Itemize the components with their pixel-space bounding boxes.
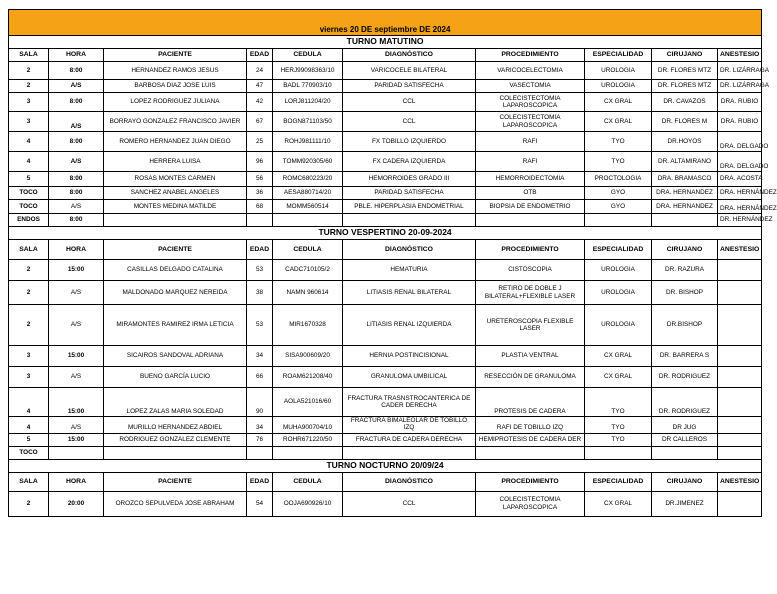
table-row bbox=[9, 200, 762, 214]
cell-especialidad: CX GRAL bbox=[585, 367, 652, 388]
table-row bbox=[9, 417, 762, 434]
cell-cirujano: DR. RODRIGUEZ bbox=[652, 367, 718, 388]
cell-sala: 3 bbox=[9, 367, 49, 388]
header-hora: HORA bbox=[49, 49, 104, 62]
matutino-header-row bbox=[9, 49, 762, 62]
header-cedula: CEDULA bbox=[273, 472, 343, 491]
cell-anestesio: DRA. ACOSTA bbox=[718, 172, 762, 187]
cell-anestesio: DR. HERNÁNDEZ bbox=[718, 214, 762, 227]
table-row bbox=[9, 132, 762, 152]
cell-anestesio bbox=[718, 346, 762, 367]
table-row bbox=[9, 62, 762, 80]
cell-hora: 8:00 bbox=[49, 62, 104, 80]
cell-diagnostico: GRANULOMA UMBILICAL bbox=[343, 367, 476, 388]
cell-procedimiento: RAFI bbox=[476, 132, 585, 152]
cell-paciente: BORRAYO GONZALEZ FRANCISCO JAVIER bbox=[104, 112, 247, 132]
header-diagnostico: DIAGNÓSTICO bbox=[343, 49, 476, 62]
cell-diagnostico bbox=[343, 214, 476, 227]
table-row bbox=[9, 281, 762, 305]
cell-edad: 56 bbox=[247, 172, 273, 187]
cell-paciente bbox=[104, 214, 247, 227]
header-anestesio: ANESTESIO bbox=[718, 240, 762, 260]
cell-diagnostico: PBLE. HIPERPLASIA ENDOMETRIAL bbox=[343, 200, 476, 214]
cell-procedimiento: PROTESIS DE CADERA bbox=[476, 388, 585, 417]
cell-cedula: HERJ99098363/10 bbox=[273, 62, 343, 80]
cell-paciente bbox=[104, 446, 247, 459]
cell-edad: 36 bbox=[247, 187, 273, 200]
cell-diagnostico: HERNIA POSTINCISIONAL bbox=[343, 346, 476, 367]
cell-paciente: LOPEZ ZALAS MARIA SOLEDAD bbox=[104, 388, 247, 417]
cell-paciente: BARBOSA DIAZ JOSE LUIS bbox=[104, 80, 247, 93]
cell-anestesio bbox=[718, 433, 762, 446]
cell-diagnostico: FX TOBILLO IZQUIERDO bbox=[343, 132, 476, 152]
cell-procedimiento: RETIRO DE DOBLE J BILATERAL+FLEXIBLE LASER bbox=[476, 281, 585, 305]
cell-cirujano: DR. CAVAZOS bbox=[652, 93, 718, 112]
cell-sala: 4 bbox=[9, 132, 49, 152]
cell-paciente: CASILLAS DELGADO CATALINA bbox=[104, 260, 247, 281]
schedule-sheet bbox=[8, 9, 777, 517]
cell-especialidad bbox=[585, 214, 652, 227]
cell-diagnostico: FX CADERA IZQUIERDA bbox=[343, 152, 476, 172]
cell-paciente: MALDONADO MARQUEZ NEREIDA bbox=[104, 281, 247, 305]
surgery-schedule-table bbox=[8, 9, 777, 517]
header-anestesio: ANESTESIO bbox=[718, 472, 762, 491]
cell-cirujano: DR. FLORES M bbox=[652, 112, 718, 132]
cell-sala: TOCO bbox=[9, 200, 49, 214]
cell-hora: 8:00 bbox=[49, 93, 104, 112]
table-row bbox=[9, 433, 762, 446]
cell-cedula bbox=[273, 214, 343, 227]
cell-edad: 38 bbox=[247, 281, 273, 305]
cell-especialidad: TYO bbox=[585, 132, 652, 152]
table-row bbox=[9, 93, 762, 112]
cell-sala: 5 bbox=[9, 433, 49, 446]
cell-paciente: HERRERA LUISA bbox=[104, 152, 247, 172]
cell-cirujano: DR. FLORES MTZ bbox=[652, 62, 718, 80]
cell-cirujano bbox=[652, 446, 718, 459]
header-sala: SALA bbox=[9, 472, 49, 491]
cell-hora: A/S bbox=[49, 152, 104, 172]
cell-hora bbox=[49, 446, 104, 459]
cell-procedimiento: CISTOSCOPIA bbox=[476, 260, 585, 281]
cell-especialidad: UROLOGIA bbox=[585, 260, 652, 281]
cell-hora: A/S bbox=[49, 367, 104, 388]
cell-especialidad: UROLOGIA bbox=[585, 62, 652, 80]
header-edad: EDAD bbox=[247, 472, 273, 491]
cell-edad: 25 bbox=[247, 132, 273, 152]
cell-especialidad: CX GRAL bbox=[585, 346, 652, 367]
cell-edad: 54 bbox=[247, 491, 273, 516]
cell-cedula: AESA880714/20 bbox=[273, 187, 343, 200]
cell-anestesio bbox=[718, 491, 762, 516]
cell-edad bbox=[247, 214, 273, 227]
cell-paciente: LOPEZ RODRIGUEZ JULIANA bbox=[104, 93, 247, 112]
cell-cirujano: DR.HOYOS bbox=[652, 132, 718, 152]
cell-cirujano: DR. BARRERA S bbox=[652, 346, 718, 367]
cell-procedimiento: HEMIPROTESIS DE CADERA DER bbox=[476, 433, 585, 446]
cell-paciente: HERNANDEZ RAMOS JESUS bbox=[104, 62, 247, 80]
cell-paciente: SICAIROS SANDOVAL ADRIANA bbox=[104, 346, 247, 367]
cell-cedula: MUHA900704/10 bbox=[273, 417, 343, 434]
cell-edad: 68 bbox=[247, 200, 273, 214]
cell-sala: 4 bbox=[9, 388, 49, 417]
cell-sala: 4 bbox=[9, 152, 49, 172]
cell-anestesio: DRA. HERNÁNDEZ bbox=[718, 200, 762, 214]
header-cirujano: CIRUJANO bbox=[652, 49, 718, 62]
cell-procedimiento: PLASTIA VENTRAL bbox=[476, 346, 585, 367]
date-title: viernes 20 DE septiembre DE 2024 bbox=[9, 10, 762, 36]
cell-edad: 76 bbox=[247, 433, 273, 446]
cell-procedimiento: VASECTOMIA bbox=[476, 80, 585, 93]
header-hora: HORA bbox=[49, 472, 104, 491]
cell-hora: A/S bbox=[49, 305, 104, 346]
cell-diagnostico: FRACTURA BIMALEOLAR DE TOBILLO IZQ bbox=[343, 417, 476, 434]
header-edad: EDAD bbox=[247, 49, 273, 62]
cell-sala: 5 bbox=[9, 172, 49, 187]
cell-hora: A/S bbox=[49, 417, 104, 434]
cell-diagnostico: VARICOCELE BILATERAL bbox=[343, 62, 476, 80]
cell-cirujano: DRA. HERNANDEZ bbox=[652, 200, 718, 214]
cell-cirujano: DR. BISHOP bbox=[652, 281, 718, 305]
cell-sala: TOCO bbox=[9, 446, 49, 459]
table-row bbox=[9, 346, 762, 367]
cell-sala: 2 bbox=[9, 491, 49, 516]
cell-hora: 8:00 bbox=[49, 172, 104, 187]
cell-especialidad: PROCTOLOGIA bbox=[585, 172, 652, 187]
cell-especialidad: UROLOGIA bbox=[585, 80, 652, 93]
nocturno-turno-title: TURNO NOCTURNO 20/09/24 bbox=[9, 459, 762, 472]
cell-paciente: ROMERO HERNANDEZ JUAN DIEGO bbox=[104, 132, 247, 152]
table-row bbox=[9, 172, 762, 187]
matutino-turno-row bbox=[9, 36, 762, 49]
vespertino-header-row bbox=[9, 240, 762, 260]
cell-cedula: LORJ811204/20 bbox=[273, 93, 343, 112]
cell-paciente: BUENO GARCÍA LUCIO bbox=[104, 367, 247, 388]
cell-paciente: MIRAMONTES RAMIREZ IRMA LETICIA bbox=[104, 305, 247, 346]
cell-especialidad: CX GRAL bbox=[585, 112, 652, 132]
header-cedula: CEDULA bbox=[273, 49, 343, 62]
table-row bbox=[9, 388, 762, 417]
cell-edad: 24 bbox=[247, 62, 273, 80]
cell-hora: 15:00 bbox=[49, 346, 104, 367]
cell-cirujano: DR CALLEROS bbox=[652, 433, 718, 446]
cell-diagnostico: CCL bbox=[343, 491, 476, 516]
cell-hora: A/S bbox=[49, 80, 104, 93]
cell-hora: 8:00 bbox=[49, 132, 104, 152]
cell-anestesio bbox=[718, 305, 762, 346]
cell-cedula: CADC710105/2 bbox=[273, 260, 343, 281]
table-row bbox=[9, 112, 762, 132]
cell-especialidad: UROLOGIA bbox=[585, 281, 652, 305]
header-especialidad: ESPECIALIDAD bbox=[585, 240, 652, 260]
cell-procedimiento: COLECISTECTOMIA LAPAROSCOPICA bbox=[476, 112, 585, 132]
cell-hora: A/S bbox=[49, 281, 104, 305]
cell-edad: 67 bbox=[247, 112, 273, 132]
cell-edad: 53 bbox=[247, 260, 273, 281]
table-row bbox=[9, 367, 762, 388]
header-diagnostico: DIAGNÓSTICO bbox=[343, 472, 476, 491]
cell-especialidad: TYO bbox=[585, 152, 652, 172]
header-hora: HORA bbox=[49, 240, 104, 260]
table-row bbox=[9, 446, 762, 459]
cell-hora: 15:00 bbox=[49, 388, 104, 417]
header-paciente: PACIENTE bbox=[104, 240, 247, 260]
table-row bbox=[9, 491, 762, 516]
cell-cedula: OOJA690926/10 bbox=[273, 491, 343, 516]
cell-sala: 3 bbox=[9, 93, 49, 112]
cell-anestesio bbox=[718, 446, 762, 459]
cell-anestesio: DR. LIZÁRRAGA bbox=[718, 62, 762, 80]
cell-sala: 2 bbox=[9, 62, 49, 80]
cell-anestesio bbox=[718, 388, 762, 417]
header-procedimiento: PROCEDIMIENTO bbox=[476, 49, 585, 62]
nocturno-turno-row bbox=[9, 459, 762, 472]
cell-paciente: OROZCO SEPULVEDA JOSE ABRAHAM bbox=[104, 491, 247, 516]
cell-procedimiento: COLECISTECTOMIA LAPAROSCOPICA bbox=[476, 491, 585, 516]
cell-sala: 4 bbox=[9, 417, 49, 434]
vespertino-turno-title: TURNO VESPERTINO 20-09-2024 bbox=[9, 227, 762, 240]
header-paciente: PACIENTE bbox=[104, 49, 247, 62]
cell-paciente: RODRIGUEZ GONZALEZ CLEMENTE bbox=[104, 433, 247, 446]
header-procedimiento: PROCEDIMIENTO bbox=[476, 472, 585, 491]
cell-especialidad: TYO bbox=[585, 417, 652, 434]
table-row bbox=[9, 305, 762, 346]
cell-paciente: ROSAS MONTES CARMEN bbox=[104, 172, 247, 187]
cell-especialidad: TYO bbox=[585, 433, 652, 446]
cell-edad: 66 bbox=[247, 367, 273, 388]
cell-edad: 96 bbox=[247, 152, 273, 172]
cell-cedula bbox=[273, 446, 343, 459]
cell-diagnostico: LITIASIS RENAL IZQUIERDA bbox=[343, 305, 476, 346]
header-especialidad: ESPECIALIDAD bbox=[585, 472, 652, 491]
header-procedimiento: PROCEDIMIENTO bbox=[476, 240, 585, 260]
cell-cirujano: DRA. HERNANDEZ bbox=[652, 187, 718, 200]
cell-edad: 34 bbox=[247, 346, 273, 367]
cell-anestesio: DRA. DELGADO bbox=[718, 152, 762, 172]
cell-cirujano: DRA. BRAMASCO bbox=[652, 172, 718, 187]
cell-diagnostico bbox=[343, 446, 476, 459]
date-title-row bbox=[9, 10, 762, 36]
cell-especialidad: UROLOGIA bbox=[585, 305, 652, 346]
table-row bbox=[9, 260, 762, 281]
cell-cedula: BOGN871103/50 bbox=[273, 112, 343, 132]
cell-cirujano: DR.BISHOP bbox=[652, 305, 718, 346]
cell-sala: 2 bbox=[9, 80, 49, 93]
cell-procedimiento: HEMORROIDECTOMIA bbox=[476, 172, 585, 187]
cell-anestesio: DRA. RUBIO bbox=[718, 93, 762, 112]
cell-hora: 8:00 bbox=[49, 187, 104, 200]
cell-hora: 20:00 bbox=[49, 491, 104, 516]
cell-anestesio bbox=[718, 417, 762, 434]
header-edad: EDAD bbox=[247, 240, 273, 260]
cell-diagnostico: PARIDAD SATISFECHA bbox=[343, 187, 476, 200]
vespertino-turno-row bbox=[9, 227, 762, 240]
cell-cedula: ROHJ981111/10 bbox=[273, 132, 343, 152]
cell-cedula: AOLA521016/60 bbox=[273, 388, 343, 417]
cell-paciente: MONTES MEDINA MATILDE bbox=[104, 200, 247, 214]
header-anestesio: ANESTESIO bbox=[718, 49, 762, 62]
cell-cedula: BADL 770903/10 bbox=[273, 80, 343, 93]
cell-anestesio: DRA. RUBIO bbox=[718, 112, 762, 132]
cell-edad: 90 bbox=[247, 388, 273, 417]
cell-procedimiento: COLECISTECTOMIA LAPAROSCOPICA bbox=[476, 93, 585, 112]
header-diagnostico: DIAGNÓSTICO bbox=[343, 240, 476, 260]
cell-cedula: MIR1670328 bbox=[273, 305, 343, 346]
header-cedula: CEDULA bbox=[273, 240, 343, 260]
cell-hora: A/S bbox=[49, 112, 104, 132]
cell-cedula: ROHR671220/50 bbox=[273, 433, 343, 446]
cell-procedimiento: RESECCIÓN DE GRANULOMA bbox=[476, 367, 585, 388]
cell-cedula: NAMN 960614 bbox=[273, 281, 343, 305]
cell-anestesio bbox=[718, 281, 762, 305]
header-especialidad: ESPECIALIDAD bbox=[585, 49, 652, 62]
cell-edad: 42 bbox=[247, 93, 273, 112]
cell-diagnostico: FRACTURA TRASNSTROCANTERICA DE CADER DERECHA bbox=[343, 388, 476, 417]
cell-procedimiento bbox=[476, 214, 585, 227]
cell-sala: 3 bbox=[9, 112, 49, 132]
cell-sala: ENDOS bbox=[9, 214, 49, 227]
cell-anestesio bbox=[718, 367, 762, 388]
cell-especialidad: CX GRAL bbox=[585, 491, 652, 516]
cell-procedimiento: VARICOCELECTOMIA bbox=[476, 62, 585, 80]
cell-procedimiento: URETEROSCOPIA FLEXIBLE LASER bbox=[476, 305, 585, 346]
header-cirujano: CIRUJANO bbox=[652, 472, 718, 491]
cell-anestesio bbox=[718, 260, 762, 281]
cell-anestesio: DRA. DELGADO bbox=[718, 132, 762, 152]
cell-diagnostico: PARIDAD SATISFECHA bbox=[343, 80, 476, 93]
header-sala: SALA bbox=[9, 240, 49, 260]
cell-cirujano: DR JUG bbox=[652, 417, 718, 434]
cell-cedula: MOMM560514 bbox=[273, 200, 343, 214]
cell-diagnostico: LITIASIS RENAL BILATERAL bbox=[343, 281, 476, 305]
cell-edad: 47 bbox=[247, 80, 273, 93]
cell-diagnostico: CCL bbox=[343, 93, 476, 112]
cell-edad bbox=[247, 446, 273, 459]
cell-anestesio: DR. LIZÁRRAGA bbox=[718, 80, 762, 93]
table-row bbox=[9, 152, 762, 172]
cell-procedimiento: BIOPSIA DE ENDOMETRIO bbox=[476, 200, 585, 214]
cell-cirujano: DR. ALTAMIRANO bbox=[652, 152, 718, 172]
cell-hora: 15:00 bbox=[49, 260, 104, 281]
cell-sala: 2 bbox=[9, 260, 49, 281]
cell-cirujano: DR.JIMENEZ bbox=[652, 491, 718, 516]
cell-sala: 3 bbox=[9, 346, 49, 367]
cell-cirujano: DR. RAZURA bbox=[652, 260, 718, 281]
cell-hora: 8:00 bbox=[49, 214, 104, 227]
cell-paciente: MURILLO HERNANDEZ ABDIEL bbox=[104, 417, 247, 434]
cell-hora: A/S bbox=[49, 200, 104, 214]
cell-edad: 53 bbox=[247, 305, 273, 346]
cell-especialidad: GYO bbox=[585, 187, 652, 200]
cell-especialidad: CX GRAL bbox=[585, 93, 652, 112]
cell-hora: 15:00 bbox=[49, 433, 104, 446]
table-row bbox=[9, 80, 762, 93]
header-cirujano: CIRUJANO bbox=[652, 240, 718, 260]
cell-cedula: ROAM621208/40 bbox=[273, 367, 343, 388]
cell-cirujano bbox=[652, 214, 718, 227]
cell-procedimiento: RAFI bbox=[476, 152, 585, 172]
cell-procedimiento: RAFI DE TOBILLO IZQ bbox=[476, 417, 585, 434]
cell-diagnostico: HEMORROIDES GRADO III bbox=[343, 172, 476, 187]
cell-diagnostico: FRACTURA DE CADERA DERECHA bbox=[343, 433, 476, 446]
header-paciente: PACIENTE bbox=[104, 472, 247, 491]
cell-cedula: TOMM920305/60 bbox=[273, 152, 343, 172]
header-sala: SALA bbox=[9, 49, 49, 62]
cell-diagnostico: HEMATURIA bbox=[343, 260, 476, 281]
cell-paciente: SANCHEZ ANABEL ANGELES bbox=[104, 187, 247, 200]
cell-procedimiento bbox=[476, 446, 585, 459]
cell-cedula: SISA900609/20 bbox=[273, 346, 343, 367]
cell-anestesio: DRA. HERNÁNDEZ bbox=[718, 187, 762, 200]
nocturno-header-row bbox=[9, 472, 762, 491]
cell-sala: 2 bbox=[9, 281, 49, 305]
cell-sala: 2 bbox=[9, 305, 49, 346]
matutino-turno-title: TURNO MATUTINO bbox=[9, 36, 762, 49]
cell-cirujano: DR. RODRIGUEZ bbox=[652, 388, 718, 417]
table-row bbox=[9, 187, 762, 200]
cell-especialidad: TYO bbox=[585, 388, 652, 417]
cell-edad: 34 bbox=[247, 417, 273, 434]
cell-especialidad bbox=[585, 446, 652, 459]
cell-cirujano: DR. FLORES MTZ bbox=[652, 80, 718, 93]
cell-procedimiento: OTB bbox=[476, 187, 585, 200]
cell-sala: TOCO bbox=[9, 187, 49, 200]
table-row bbox=[9, 214, 762, 227]
cell-diagnostico: CCL bbox=[343, 112, 476, 132]
cell-cedula: ROMC680223/20 bbox=[273, 172, 343, 187]
cell-especialidad: GYO bbox=[585, 200, 652, 214]
